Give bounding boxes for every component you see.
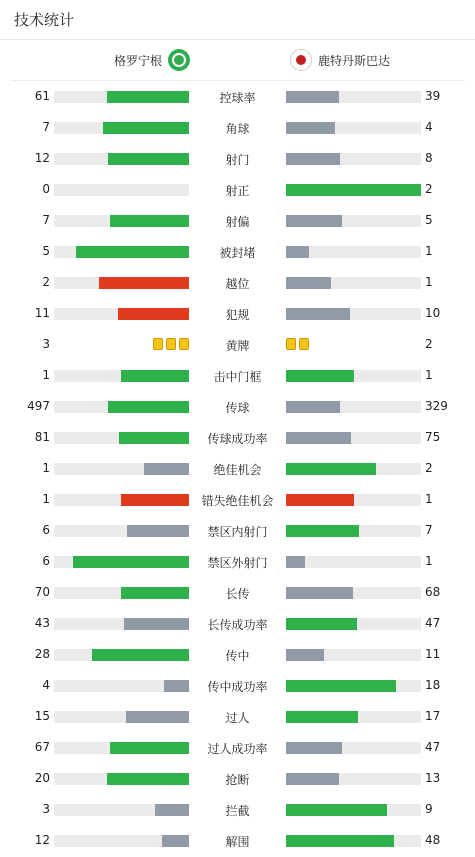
stat-label: 过人成功率 bbox=[207, 742, 268, 756]
away-value: 4 bbox=[425, 120, 433, 134]
home-bar-track bbox=[54, 215, 189, 227]
stat-label: 抢断 bbox=[225, 773, 250, 787]
stat-label: 传中成功率 bbox=[207, 680, 268, 694]
stat-label: 过人 bbox=[225, 711, 250, 725]
stat-row bbox=[0, 81, 475, 112]
home-value: 2 bbox=[42, 275, 50, 289]
away-value: 1 bbox=[425, 368, 433, 382]
home-bar-fill bbox=[164, 680, 189, 692]
home-bar-fill bbox=[127, 525, 189, 537]
away-bar-fill bbox=[286, 401, 340, 413]
yellow-card-icon bbox=[179, 338, 189, 350]
home-bar-track bbox=[54, 370, 189, 382]
stat-label: 射偏 bbox=[225, 215, 250, 229]
stat-row bbox=[0, 298, 475, 329]
stat-row bbox=[0, 701, 475, 732]
stat-row bbox=[0, 329, 475, 360]
home-bar-track bbox=[54, 742, 189, 754]
home-value: 61 bbox=[34, 89, 50, 103]
home-value: 11 bbox=[34, 306, 50, 320]
stat-label: 黄牌 bbox=[225, 339, 250, 353]
away-bar-fill bbox=[286, 711, 358, 723]
home-value: 4 bbox=[42, 678, 50, 692]
away-bar-track bbox=[286, 742, 421, 754]
away-value: 11 bbox=[425, 647, 441, 661]
stat-label: 解围 bbox=[225, 835, 250, 849]
home-bar-fill bbox=[103, 122, 189, 134]
away-bar-fill bbox=[286, 680, 396, 692]
home-team-logo-icon bbox=[168, 49, 190, 71]
home-value: 1 bbox=[42, 368, 50, 382]
away-value: 75 bbox=[425, 430, 441, 444]
away-bar-fill bbox=[286, 184, 421, 196]
stat-label: 错失绝佳机会 bbox=[201, 494, 274, 508]
away-bar-track bbox=[286, 711, 421, 723]
away-bar-track bbox=[286, 370, 421, 382]
stat-row bbox=[0, 608, 475, 639]
home-value: 1 bbox=[42, 492, 50, 506]
stat-label: 绝佳机会 bbox=[213, 463, 262, 477]
home-bar-track bbox=[54, 773, 189, 785]
home-bar-fill bbox=[121, 494, 189, 506]
away-bar-track bbox=[286, 525, 421, 537]
stat-label: 被封堵 bbox=[219, 246, 256, 260]
stat-row bbox=[0, 515, 475, 546]
away-team-name: 鹿特丹斯巴达 bbox=[318, 53, 391, 68]
away-bar-track bbox=[286, 804, 421, 816]
stat-label: 禁区外射门 bbox=[207, 556, 268, 570]
away-value: 2 bbox=[425, 461, 433, 475]
yellow-card-icon bbox=[299, 338, 309, 350]
stat-row bbox=[0, 391, 475, 422]
stat-label: 射门 bbox=[225, 153, 250, 167]
stat-row bbox=[0, 794, 475, 825]
home-value: 3 bbox=[42, 802, 50, 816]
away-bar-fill bbox=[286, 525, 359, 537]
away-value: 13 bbox=[425, 771, 441, 785]
away-value: 47 bbox=[425, 616, 441, 630]
home-team[interactable] bbox=[114, 49, 190, 71]
away-value: 7 bbox=[425, 523, 433, 537]
home-bar-fill bbox=[119, 432, 189, 444]
home-bar-fill bbox=[99, 277, 189, 289]
stat-label: 禁区内射门 bbox=[207, 525, 268, 539]
home-bar-fill bbox=[76, 246, 189, 258]
stat-row bbox=[0, 639, 475, 670]
home-bar-track bbox=[54, 556, 189, 568]
stat-row bbox=[0, 732, 475, 763]
home-bar-fill bbox=[124, 618, 189, 630]
away-bar-track bbox=[286, 587, 421, 599]
away-bar-track bbox=[286, 122, 421, 134]
away-bar-fill bbox=[286, 277, 331, 289]
home-value: 20 bbox=[34, 771, 50, 785]
home-bar-track bbox=[54, 401, 189, 413]
stat-row bbox=[0, 577, 475, 608]
stat-row bbox=[0, 670, 475, 701]
home-value: 7 bbox=[42, 120, 50, 134]
away-bar-track bbox=[286, 308, 421, 320]
away-value: 39 bbox=[425, 89, 441, 103]
away-team-logo-icon bbox=[290, 49, 312, 71]
stat-row bbox=[0, 453, 475, 484]
stat-row bbox=[0, 112, 475, 143]
home-bar-track bbox=[54, 153, 189, 165]
away-bar-track bbox=[286, 246, 421, 258]
away-bar-fill bbox=[286, 587, 353, 599]
away-bar-fill bbox=[286, 463, 376, 475]
stat-row bbox=[0, 825, 475, 856]
away-bar-track bbox=[286, 432, 421, 444]
stat-row bbox=[0, 205, 475, 236]
away-bar-fill bbox=[286, 215, 342, 227]
home-value: 43 bbox=[34, 616, 50, 630]
away-value: 329 bbox=[425, 399, 448, 413]
stat-row bbox=[0, 422, 475, 453]
away-value: 2 bbox=[425, 337, 433, 351]
stat-label: 越位 bbox=[225, 277, 250, 291]
home-bar-track bbox=[54, 91, 189, 103]
home-value: 81 bbox=[34, 430, 50, 444]
stat-row bbox=[0, 763, 475, 794]
away-bar-track bbox=[286, 91, 421, 103]
home-bar-fill bbox=[126, 711, 189, 723]
away-bar-fill bbox=[286, 246, 309, 258]
stat-label: 拦截 bbox=[225, 804, 250, 818]
home-bar-fill bbox=[118, 308, 189, 320]
home-value: 6 bbox=[42, 523, 50, 537]
home-bar-fill bbox=[144, 463, 189, 475]
home-bar-track bbox=[54, 649, 189, 661]
stat-row bbox=[0, 360, 475, 391]
home-bar-track bbox=[54, 494, 189, 506]
away-team[interactable] bbox=[290, 49, 390, 71]
away-value: 2 bbox=[425, 182, 433, 196]
away-bar-track bbox=[286, 277, 421, 289]
home-team-name: 格罗宁根 bbox=[113, 53, 162, 68]
stat-label: 长传 bbox=[225, 587, 250, 601]
away-bar-track bbox=[286, 835, 421, 847]
away-value: 10 bbox=[425, 306, 441, 320]
away-value: 17 bbox=[425, 709, 441, 723]
home-bar-track bbox=[54, 122, 189, 134]
away-bar-fill bbox=[286, 153, 340, 165]
stat-label: 传球 bbox=[225, 401, 250, 415]
away-value: 9 bbox=[425, 802, 433, 816]
section-title: 技术统计 bbox=[14, 11, 75, 29]
stat-label: 犯规 bbox=[225, 308, 250, 322]
stat-row bbox=[0, 143, 475, 174]
home-value: 5 bbox=[42, 244, 50, 258]
home-bar-fill bbox=[121, 370, 189, 382]
stat-row bbox=[0, 267, 475, 298]
yellow-card-icon bbox=[166, 338, 176, 350]
home-bar-track bbox=[54, 835, 189, 847]
away-bar-track bbox=[286, 556, 421, 568]
away-value: 1 bbox=[425, 492, 433, 506]
away-bar-fill bbox=[286, 835, 394, 847]
home-value: 12 bbox=[34, 833, 50, 847]
home-bar-track bbox=[54, 432, 189, 444]
stat-row bbox=[0, 546, 475, 577]
stat-label: 射正 bbox=[225, 184, 250, 198]
yellow-card-icon bbox=[286, 338, 296, 350]
home-value: 70 bbox=[34, 585, 50, 599]
teams-row bbox=[10, 40, 465, 81]
home-bar-fill bbox=[92, 649, 189, 661]
away-bar-track bbox=[286, 773, 421, 785]
away-value: 1 bbox=[425, 244, 433, 258]
home-bar-fill bbox=[121, 587, 189, 599]
away-bar-fill bbox=[286, 308, 350, 320]
stat-label: 控球率 bbox=[219, 91, 256, 105]
away-bar-fill bbox=[286, 370, 354, 382]
away-bar-fill bbox=[286, 742, 342, 754]
home-bar-fill bbox=[108, 153, 189, 165]
away-bar-track bbox=[286, 494, 421, 506]
away-bar-track bbox=[286, 153, 421, 165]
away-value: 8 bbox=[425, 151, 433, 165]
home-value: 67 bbox=[34, 740, 50, 754]
home-value: 1 bbox=[42, 461, 50, 475]
away-bar-track bbox=[286, 618, 421, 630]
home-bar-fill bbox=[155, 804, 189, 816]
stat-row bbox=[0, 236, 475, 267]
away-bar-track bbox=[286, 680, 421, 692]
away-bar-track bbox=[286, 401, 421, 413]
home-value: 3 bbox=[42, 337, 50, 351]
home-bar-track bbox=[54, 246, 189, 258]
home-bar-fill bbox=[107, 773, 189, 785]
home-value: 497 bbox=[27, 399, 50, 413]
home-yellow-cards bbox=[153, 338, 189, 350]
home-bar-track bbox=[54, 184, 189, 196]
away-bar-track bbox=[286, 649, 421, 661]
away-yellow-cards bbox=[286, 338, 309, 350]
away-bar-track bbox=[286, 184, 421, 196]
stat-label: 传中 bbox=[225, 649, 250, 663]
away-bar-fill bbox=[286, 91, 339, 103]
home-bar-track bbox=[54, 463, 189, 475]
away-value: 47 bbox=[425, 740, 441, 754]
home-bar-track bbox=[54, 804, 189, 816]
home-bar-track bbox=[54, 277, 189, 289]
stat-row bbox=[0, 484, 475, 515]
home-bar-track bbox=[54, 711, 189, 723]
away-bar-fill bbox=[286, 618, 357, 630]
away-value: 48 bbox=[425, 833, 441, 847]
away-value: 1 bbox=[425, 275, 433, 289]
away-bar-fill bbox=[286, 804, 387, 816]
home-bar-track bbox=[54, 308, 189, 320]
away-bar-fill bbox=[286, 122, 335, 134]
stat-row bbox=[0, 174, 475, 205]
yellow-card-icon bbox=[153, 338, 163, 350]
section-header bbox=[0, 0, 475, 40]
away-value: 68 bbox=[425, 585, 441, 599]
home-bar-fill bbox=[73, 556, 189, 568]
away-value: 18 bbox=[425, 678, 441, 692]
away-value: 5 bbox=[425, 213, 433, 227]
away-bar-fill bbox=[286, 432, 351, 444]
home-value: 12 bbox=[34, 151, 50, 165]
stat-label: 传球成功率 bbox=[207, 432, 268, 446]
home-bar-fill bbox=[108, 401, 189, 413]
home-bar-fill bbox=[107, 91, 189, 103]
home-bar-track bbox=[54, 525, 189, 537]
home-value: 28 bbox=[34, 647, 50, 661]
stat-label: 角球 bbox=[225, 122, 250, 136]
away-bar-track bbox=[286, 463, 421, 475]
stat-label: 击中门框 bbox=[213, 370, 262, 384]
stats-list bbox=[0, 81, 475, 856]
away-bar-fill bbox=[286, 649, 324, 661]
away-bar-fill bbox=[286, 773, 339, 785]
away-bar-track bbox=[286, 215, 421, 227]
home-bar-fill bbox=[110, 742, 189, 754]
home-bar-track bbox=[54, 680, 189, 692]
home-value: 7 bbox=[42, 213, 50, 227]
home-bar-track bbox=[54, 587, 189, 599]
away-value: 1 bbox=[425, 554, 433, 568]
home-bar-fill bbox=[110, 215, 189, 227]
home-value: 6 bbox=[42, 554, 50, 568]
home-bar-track bbox=[54, 618, 189, 630]
away-bar-fill bbox=[286, 494, 354, 506]
away-bar-fill bbox=[286, 556, 305, 568]
home-value: 15 bbox=[34, 709, 50, 723]
home-value: 0 bbox=[42, 182, 50, 196]
home-bar-fill bbox=[162, 835, 189, 847]
stat-label: 长传成功率 bbox=[207, 618, 268, 632]
